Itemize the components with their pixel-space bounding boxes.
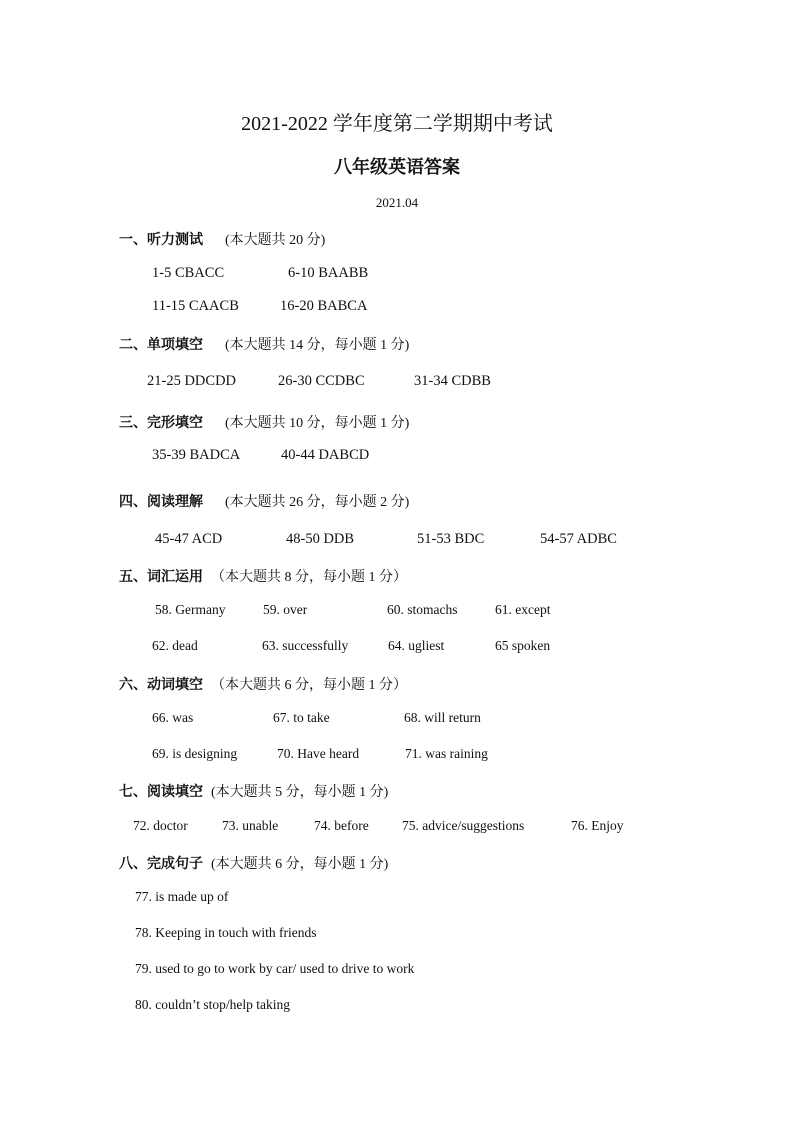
answer-item: 31-34 CDBB [414,373,491,389]
section-heading [119,334,409,354]
answer-item: 63. successfully [262,638,349,653]
section-note: (本大题共 14 分，每小题 1 分) [225,338,410,353]
answer-item: 6-10 BAABB [288,265,369,281]
section-heading [119,853,388,873]
section-heading [119,674,407,694]
answer-item: 69. is designing [152,746,238,761]
answer-item: 70. Have heard [277,746,360,761]
answer-item: 68. will return [404,710,481,725]
section-note: （本大题共 8 分，每小题 1 分） [211,570,407,585]
answer-item: 48-50 DDB [286,531,355,547]
answer-item: 79. used to go to work by car/ used to drive to work [135,961,415,976]
answer-item: 45-47 ACD [155,531,223,547]
section-note: (本大题共 5 分，每小题 1 分) [211,785,389,800]
answer-item: 80. couldn’t stop/help taking [135,997,290,1012]
section-note: (本大题共 10 分，每小题 1 分) [225,416,410,431]
section-title: 一、听力测试 [119,233,203,248]
answer-item: 62. dead [152,638,198,653]
answer-item: 64. ugliest [388,638,445,653]
answer-item: 35-39 BADCA [152,447,241,463]
section-title: 八、完成句子 [119,857,203,872]
answer-item: 40-44 DABCD [281,447,370,463]
answer-item: 54-57 ADBC [540,531,617,547]
section-title: 三、完形填空 [119,416,203,431]
answer-item: 61. except [495,602,551,617]
answer-item: 75. advice/suggestions [402,818,525,833]
answer-item: 76. Enjoy [571,818,624,833]
section-title: 四、阅读理解 [119,495,203,510]
section-heading [119,229,325,249]
section-title: 七、阅读填空 [119,785,203,800]
answer-item: 59. over [263,602,308,617]
answer-item: 73. unable [222,818,279,833]
answer-item: 72. doctor [133,818,188,833]
answer-item: 60. stomachs [387,602,458,617]
answer-item: 77. is made up of [135,889,229,904]
answer-item: 67. to take [273,710,330,725]
answer-item: 1-5 CBACC [152,265,225,281]
section-heading [119,491,409,511]
answer-item: 51-53 BDC [417,531,485,547]
page-title: 2021-2022 学年度第二学期期中考试 [241,113,553,135]
section-heading [119,412,409,432]
section-title: 二、单项填空 [119,338,203,353]
answer-item: 11-15 CAACB [152,298,239,314]
answer-item: 74. before [314,818,369,833]
answer-item: 71. was raining [405,746,488,761]
section-title: 六、动词填空 [119,678,203,693]
answer-item: 65 spoken [495,638,551,653]
answer-item: 21-25 DDCDD [147,373,237,389]
section-note: (本大题共 20 分) [225,233,326,248]
section-title: 五、词汇运用 [119,570,203,585]
answer-item: 66. was [152,710,194,725]
answer-item: 16-20 BABCA [280,298,368,314]
section-heading [119,781,388,801]
answer-item: 26-30 CCDBC [278,373,365,389]
section-note: (本大题共 26 分，每小题 2 分) [225,495,410,510]
section-heading [119,566,407,586]
section-note: （本大题共 6 分，每小题 1 分） [211,678,407,693]
answer-item: 58. Germany [155,602,226,617]
exam-date: 2021.04 [375,195,419,210]
page-subtitle: 八年级英语答案 [334,157,460,177]
section-note: (本大题共 6 分，每小题 1 分) [211,857,389,872]
answer-item: 78. Keeping in touch with friends [135,925,317,940]
